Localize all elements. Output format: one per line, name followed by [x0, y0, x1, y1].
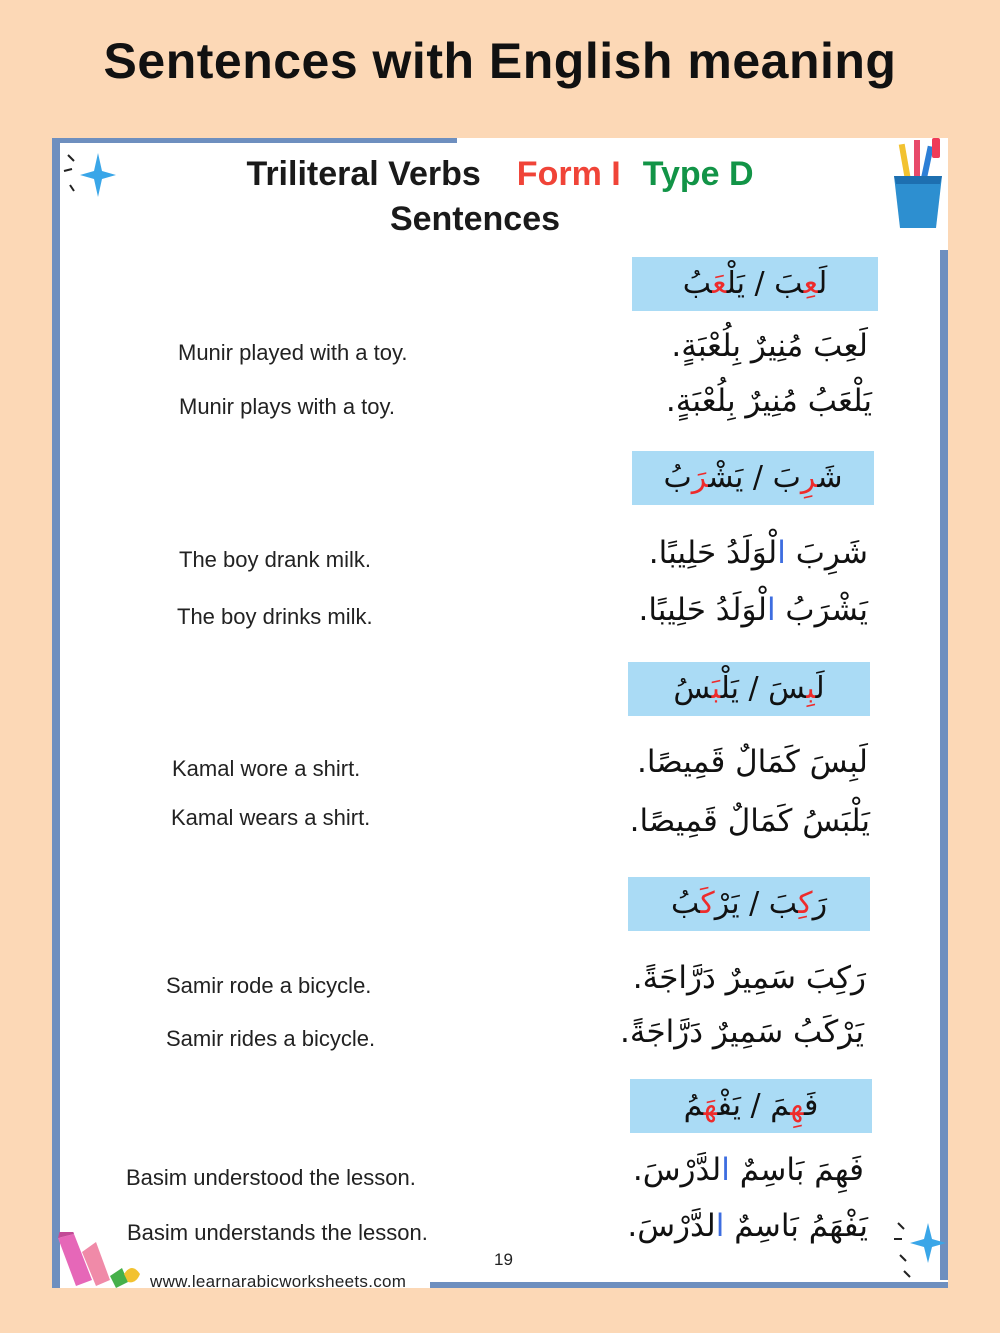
english-sentence-present: Basim understands the lesson.	[127, 1220, 428, 1245]
english-sentence-past: Basim understood the lesson.	[126, 1165, 416, 1190]
english-sentence-present: Samir rides a bicycle.	[166, 1026, 376, 1051]
verb-pair-label: شَرِبَ / يَشْرَبُ	[632, 451, 874, 505]
worksheet-subheading: Sentences	[389, 200, 561, 238]
page-border-left	[52, 138, 60, 1288]
english-sentence-past: The boy drank milk.	[179, 547, 371, 572]
verb-pair-label: لَعِبَ / يَلْعَبُ	[632, 257, 878, 311]
arabic-sentence-present: يَلْعَبُ مُنِيرٌ بِلُعْبَةٍ.	[665, 383, 872, 419]
arabic-sentence-past: شَرِبَ الْوَلَدُ حَلِيبًا.	[648, 535, 868, 571]
arabic-sentence-past: لَبِسَ كَمَالٌ قَمِيصًا.	[637, 744, 868, 780]
english-sentence-past: Munir played with a toy.	[178, 340, 408, 365]
banner-title: Sentences with English meaning	[103, 33, 897, 89]
arabic-sentence-past: لَعِبَ مُنِيرٌ بِلُعْبَةٍ.	[671, 328, 868, 364]
sparkle-icon	[890, 1215, 948, 1285]
arabic-sentence-past: رَكِبَ سَمِيرٌ دَرَّاجَةً.	[632, 960, 866, 996]
heading-title: Triliteral Verbs	[246, 155, 481, 193]
verb-pair-label: لَبِسَ / يَلْبَسُ	[628, 662, 870, 716]
page-number: 19	[494, 1250, 513, 1269]
page-border-top	[52, 138, 457, 143]
worksheet-heading	[0, 155, 1000, 194]
arabic-sentence-present: يَفْهَمُ بَاسِمٌ الدَّرْسَ.	[627, 1208, 868, 1244]
english-sentence-past: Kamal wore a shirt.	[172, 756, 361, 781]
arabic-sentence-present: يَرْكَبُ سَمِيرٌ دَرَّاجَةً.	[619, 1014, 864, 1050]
arabic-sentence-past: فَهِمَ بَاسِمٌ الدَّرْسَ.	[632, 1152, 864, 1188]
verb-pair-label: رَكِبَ / يَرْكَبُ	[628, 877, 870, 931]
arabic-sentence-present: يَلْبَسُ كَمَالٌ قَمِيصًا.	[629, 803, 870, 839]
english-sentence-past: Samir rode a bicycle.	[166, 973, 372, 998]
english-sentence-present: Munir plays with a toy.	[179, 394, 396, 419]
heading-form: Form I	[516, 155, 621, 193]
page-border-right	[940, 250, 948, 1280]
heading-type: Type D	[642, 155, 754, 193]
arabic-sentence-present: يَشْرَبُ الْوَلَدُ حَلِيبًا.	[638, 592, 868, 628]
website-url[interactable]: www.learnarabicworksheets.com	[150, 1272, 407, 1291]
verb-pair-label: فَهِمَ / يَفْهَمُ	[630, 1079, 872, 1133]
english-sentence-present: Kamal wears a shirt.	[171, 805, 371, 830]
page-border-bottom	[430, 1282, 948, 1288]
english-sentence-present: The boy drinks milk.	[177, 604, 373, 629]
